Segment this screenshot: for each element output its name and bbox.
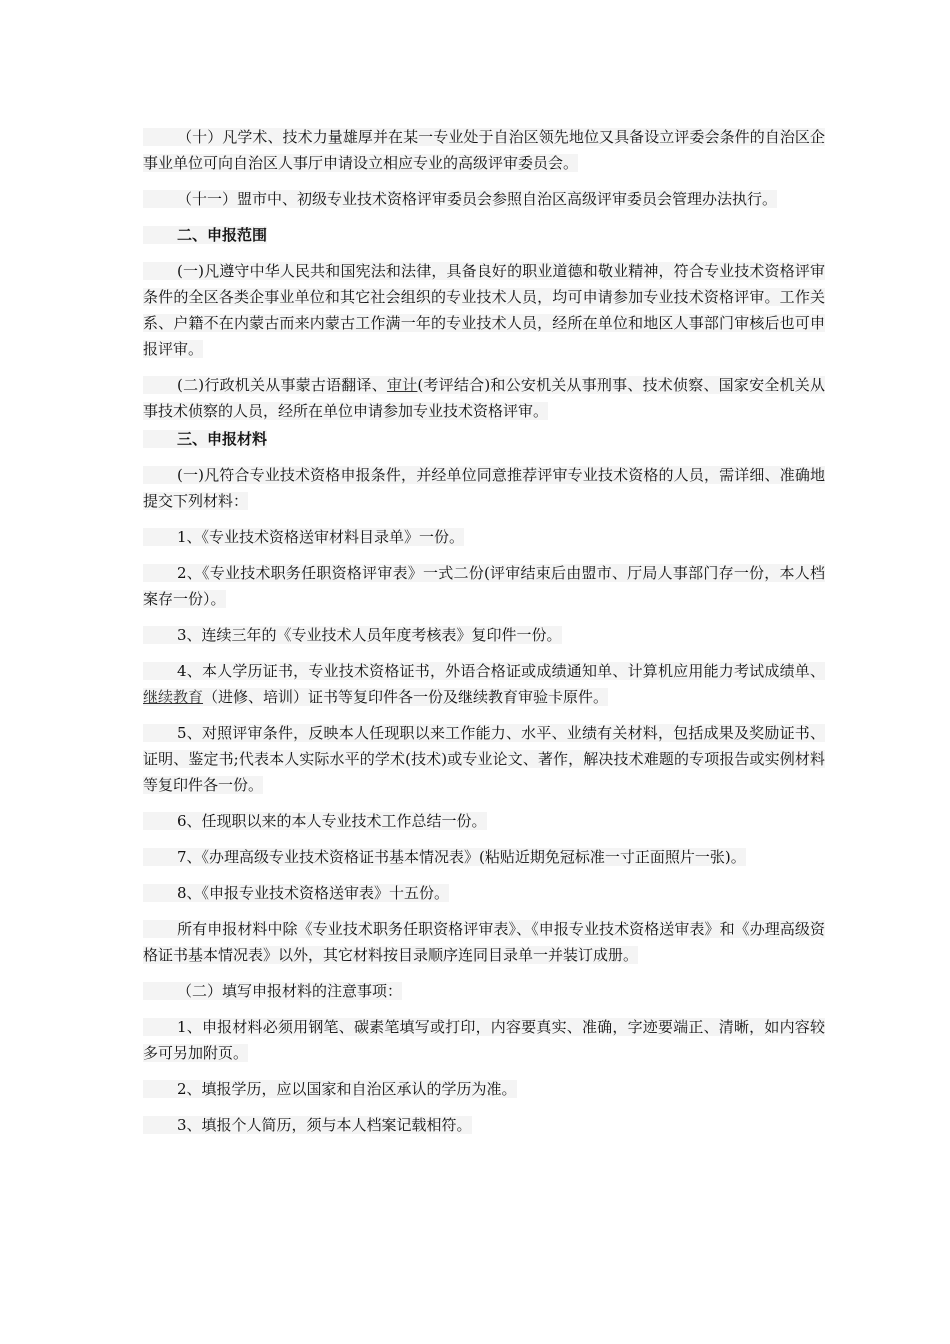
paragraph-text: （二）填写申报材料的注意事项： (177, 982, 403, 1000)
binding-note (143, 916, 825, 968)
material-item-5 (143, 720, 825, 798)
materials-intro (143, 462, 825, 514)
paragraph-text: 所有申报材料中除《专业技术职务任职资格评审表》、《申报专业技术资格送审表》和《办理高级资格证书基本情况表》以外，其它材料按目录顺序连同目录单一并装订成册。 (143, 920, 825, 964)
heading-text: 三、申报材料 (177, 430, 268, 448)
paragraph-text: 1、《专业技术资格送审材料目录单》一份。 (177, 528, 465, 546)
heading-text: 二、申报范围 (177, 226, 268, 244)
paragraph-text: （十一）盟市中、初级专业技术资格评审委员会参照自治区高级评审委员会管理办法执行。 (177, 190, 778, 208)
paragraph-text: (一)凡符合专业技术资格申报条件，并经单位同意推荐评审专业技术资格的人员，需详细、准确地提交下列材料： (143, 466, 825, 510)
material-item-4 (143, 658, 825, 710)
paragraph-text: 5、对照评审条件，反映本人任现职以来工作能力、水平、业绩有关材料，包括成果及奖励证书、证明、鉴定书;代表本人实际水平的学术(技术)或专业论文、著作，解决技术难题的专项报告或实例材料等复印件各一份。 (143, 724, 825, 794)
material-item-8 (143, 880, 825, 906)
material-item-3 (143, 622, 825, 648)
paragraph-text: （十）凡学术、技术力量雄厚并在某一专业处于自治区领先地位又具备设立评委会条件的自治区企事业单位可向自治区人事厅申请设立相应专业的高级评审委员会。 (143, 128, 825, 172)
note-item-1 (143, 1014, 825, 1066)
paragraph-text: （进修、培训）证书等复印件各一份及继续教育审验卡原件。 (203, 688, 609, 706)
paragraph-text: (考评结合)和公安机关从事刑事、技术侦察、国家安全机关从事技术侦察的人员，经所在单位申请参加专业技术资格评审。 (143, 376, 825, 420)
scope-item-2 (143, 372, 825, 424)
paragraph-text: (二)行政机关从事蒙古语翻译、 (177, 376, 387, 394)
paragraph-text: 8、《申报专业技术资格送审表》十五份。 (177, 884, 450, 902)
paragraph-text: (一)凡遵守中华人民共和国宪法和法律，具备良好的职业道德和敬业精神，符合专业技术资格评审条件的全区各类企事业单位和其它社会组织的专业技术人员，均可申请参加专业技术资格评审。工作关系、户籍不在内蒙古而来内蒙古工作满一年的专业技术人员，经所在单位和地区人事部门审核后也可申报评审。 (143, 262, 825, 358)
paragraph-text: 3、填报个人简历，须与本人档案记载相符。 (177, 1116, 472, 1134)
note-item-2 (143, 1076, 825, 1102)
paragraph-ten (143, 124, 825, 176)
paragraph-text: 1、申报材料必须用钢笔、碳素笔填写或打印，内容要真实、准确，字迹要端正、清晰，如内容较多可另加附页。 (143, 1018, 825, 1062)
section-heading-scope (143, 222, 825, 248)
material-item-2 (143, 560, 825, 612)
continuing-education-link[interactable]: 继续教育 (143, 688, 204, 706)
document-body (143, 124, 825, 1148)
paragraph-text: 2、填报学历，应以国家和自治区承认的学历为准。 (177, 1080, 517, 1098)
paragraph-eleven (143, 186, 825, 212)
paragraph-text: 4、本人学历证书，专业技术资格证书，外语合格证或成绩通知单、计算机应用能力考试成绩单、 (177, 662, 825, 680)
paragraph-text: 6、任现职以来的本人专业技术工作总结一份。 (177, 812, 487, 830)
paragraph-text: 7、《办理高级专业技术资格证书基本情况表》(粘贴近期免冠标准一寸正面照片一张)。 (177, 848, 746, 866)
material-item-6 (143, 808, 825, 834)
note-item-3 (143, 1112, 825, 1138)
material-item-1 (143, 524, 825, 550)
audit-link[interactable]: 审计 (386, 376, 418, 394)
material-item-7 (143, 844, 825, 870)
section-heading-materials (143, 426, 825, 452)
paragraph-text: 3、连续三年的《专业技术人员年度考核表》复印件一份。 (177, 626, 562, 644)
notes-heading (143, 978, 825, 1004)
paragraph-text: 2、《专业技术职务任职资格评审表》一式二份(评审结束后由盟市、厅局人事部门存一份，本人档案存一份）。 (143, 564, 825, 608)
scope-item-1 (143, 258, 825, 362)
